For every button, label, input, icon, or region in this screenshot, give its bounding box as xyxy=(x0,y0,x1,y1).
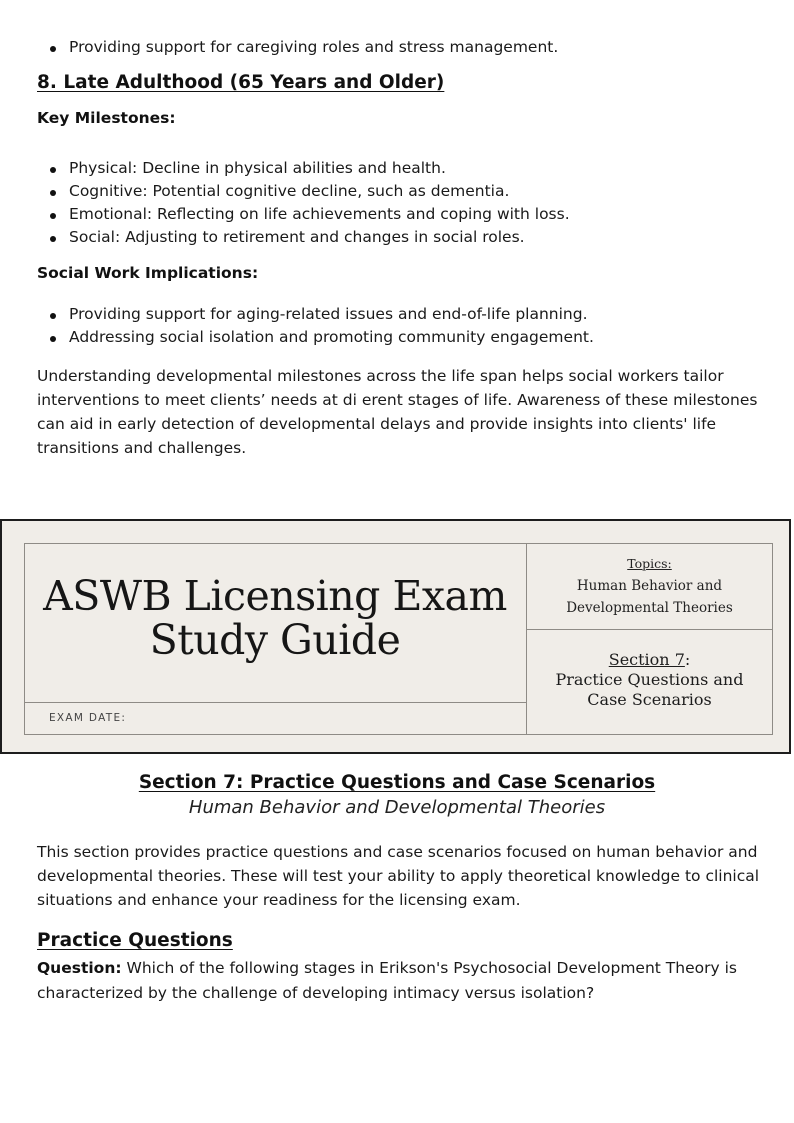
exam-date-cell xyxy=(25,703,527,734)
banner-title-cell xyxy=(25,544,527,703)
exam-date-label: EXAM DATE: xyxy=(49,712,127,724)
list-item: Addressing social isolation and promoting community engagement. xyxy=(37,326,777,349)
section-cell xyxy=(527,630,772,734)
section-label-colon: : xyxy=(684,650,691,669)
banner-frame xyxy=(24,543,773,735)
section-value: Practice Questions and Case Scenarios xyxy=(555,670,744,709)
section-intro-paragraph: This section provides practice questions and case scenarios focused on human behavior and developmental theories. These will test your ability to apply theoretical knowledge to clinical situations and enhance your readiness for the licensing exam. xyxy=(37,843,760,909)
late-adulthood-heading: 8. Late Adulthood (65 Years and Older) xyxy=(37,72,445,93)
banner-title-line1: ASWB Licensing Exam xyxy=(43,572,507,620)
topics-label: Topics: xyxy=(627,556,672,571)
caregiving-bullet-list xyxy=(37,36,777,59)
topics-value: Human Behavior and Developmental Theories xyxy=(566,578,733,616)
practice-question xyxy=(37,956,767,1006)
summary-paragraph: Understanding developmental milestones across the life span helps social workers tailor interventions to meet clients’ needs at di erent stages of life. Awareness of these milestones can aid in early detection of developmental delays and provide insights into clients' life transitions and challenges. xyxy=(37,367,758,457)
key-milestones-heading: Key Milestones: xyxy=(37,109,176,127)
banner-title-line2: Study Guide xyxy=(149,616,401,664)
list-item: Physical: Decline in physical abilities and health. xyxy=(37,157,777,180)
section-subheading: Human Behavior and Developmental Theories xyxy=(188,797,606,818)
list-item: Social: Adjusting to retirement and changes in social roles. xyxy=(37,226,777,249)
section-label-text: Section 7 xyxy=(608,650,685,669)
banner-title xyxy=(25,574,525,662)
list-item: Cognitive: Potential cognitive decline, such as dementia. xyxy=(37,180,777,203)
milestones-list xyxy=(37,157,777,249)
topics-cell xyxy=(527,544,772,630)
practice-questions-heading: Practice Questions xyxy=(37,930,233,951)
question-text: Which of the following stages in Erikson's Psychosocial Development Theory is characterized by the challenge of developing intimacy versus isolation? xyxy=(37,959,737,1002)
social-work-implications-heading: Social Work Implications: xyxy=(37,264,259,282)
implications-list xyxy=(37,303,777,349)
question-label: Question: xyxy=(37,959,122,977)
list-item: Providing support for aging-related issues and end-of-life planning. xyxy=(37,303,777,326)
list-item: Providing support for caregiving roles and stress management. xyxy=(37,36,777,59)
study-guide-banner xyxy=(0,519,791,754)
list-item: Emotional: Reflecting on life achievements and coping with loss. xyxy=(37,203,777,226)
section-heading: Section 7: Practice Questions and Case Scenarios xyxy=(138,772,656,793)
section-label xyxy=(527,650,772,670)
